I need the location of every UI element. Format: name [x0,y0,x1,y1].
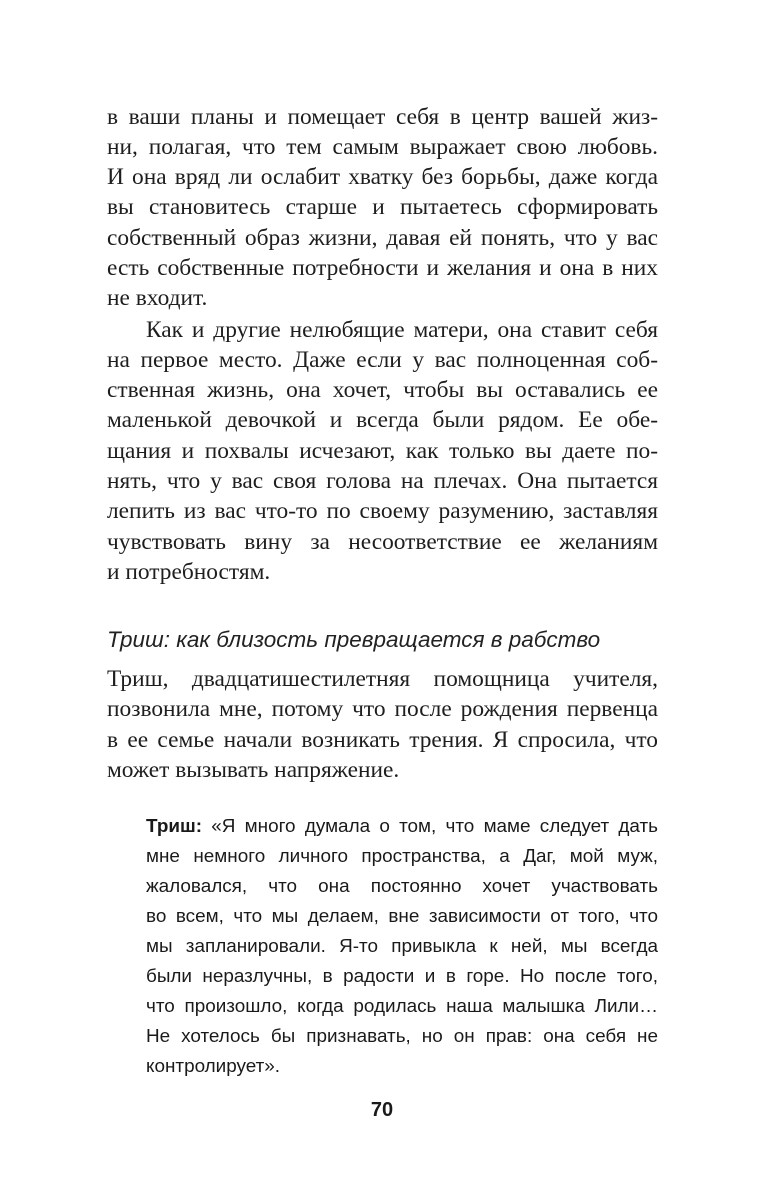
text-line: чувствовать вину за несоответствие ее желаниям [107,529,658,555]
quote-line: что произошло, когда родилась наша малышка Лили… [146,996,658,1017]
text-line: лепить из вас что-то по своему разумению, заставляя [107,498,658,524]
text-line: Как и другие нелюбящие матери, она ставит себя [146,317,658,343]
text-line: в ее семье начали возникать трения. Я спросила, что [107,727,658,753]
text-line: на первое место. Даже если у вас полноценная соб- [107,347,658,373]
section-heading: Триш: как близость превращается в рабство [107,627,601,652]
quote-line: Не хотелось бы признавать, но он прав: она себя не [146,1026,658,1047]
text-line: собственный образ жизни, давая ей понять, что у вас [107,225,658,251]
quote-line: во всем, что мы делаем, вне зависимости от того, что [146,906,658,927]
speaker-name: Триш: [146,816,203,837]
quote-line [146,812,658,841]
quote-line: мы запланировали. Я-то привыкла к ней, мы всегда [146,936,658,957]
quote-line: мне немного личного пространства, а Даг, мой муж, [146,846,658,867]
text-line: в ваши планы и помещает себя в центр вашей жиз- [107,104,658,130]
text-line: ни, полагая, что тем самым выражает свою любовь. [107,134,658,160]
text-line: ственная жизнь, она хочет, чтобы вы оставались ее [107,377,658,403]
quote-line: жаловался, что она постоянно хочет участвовать [146,876,658,897]
text-line: есть собственные потребности и желания и она в них [107,255,658,281]
text-line: маленькой девочкой и всегда были рядом. Ее обе- [107,407,658,433]
text-line: и потребностям. [107,559,271,585]
text-line: не входит. [107,285,208,311]
text-line: И она вряд ли ослабит хватку без борьбы, даже когда [107,164,658,190]
text-line: может вызывать напряжение. [107,757,400,783]
text-line: вы становитесь старше и пытаетесь сформировать [107,194,658,220]
quote-line: контролирует». [146,1056,281,1077]
text-line: нять, что у вас своя голова на плечах. Она пытается [107,468,658,494]
quote-text: «Я много думала о том, что маме следует дать [202,816,658,837]
page-number: 70 [370,1099,394,1121]
text-line: позвонила мне, потому что после рождения первенца [107,696,658,722]
quote-line: были неразлучны, в радости и в горе. Но после того, [146,966,658,987]
text-line: Триш, двадцатишестилетняя помощница учителя, [107,666,658,692]
text-line: щания и похвалы исчезают, как только вы даете по- [107,438,658,464]
